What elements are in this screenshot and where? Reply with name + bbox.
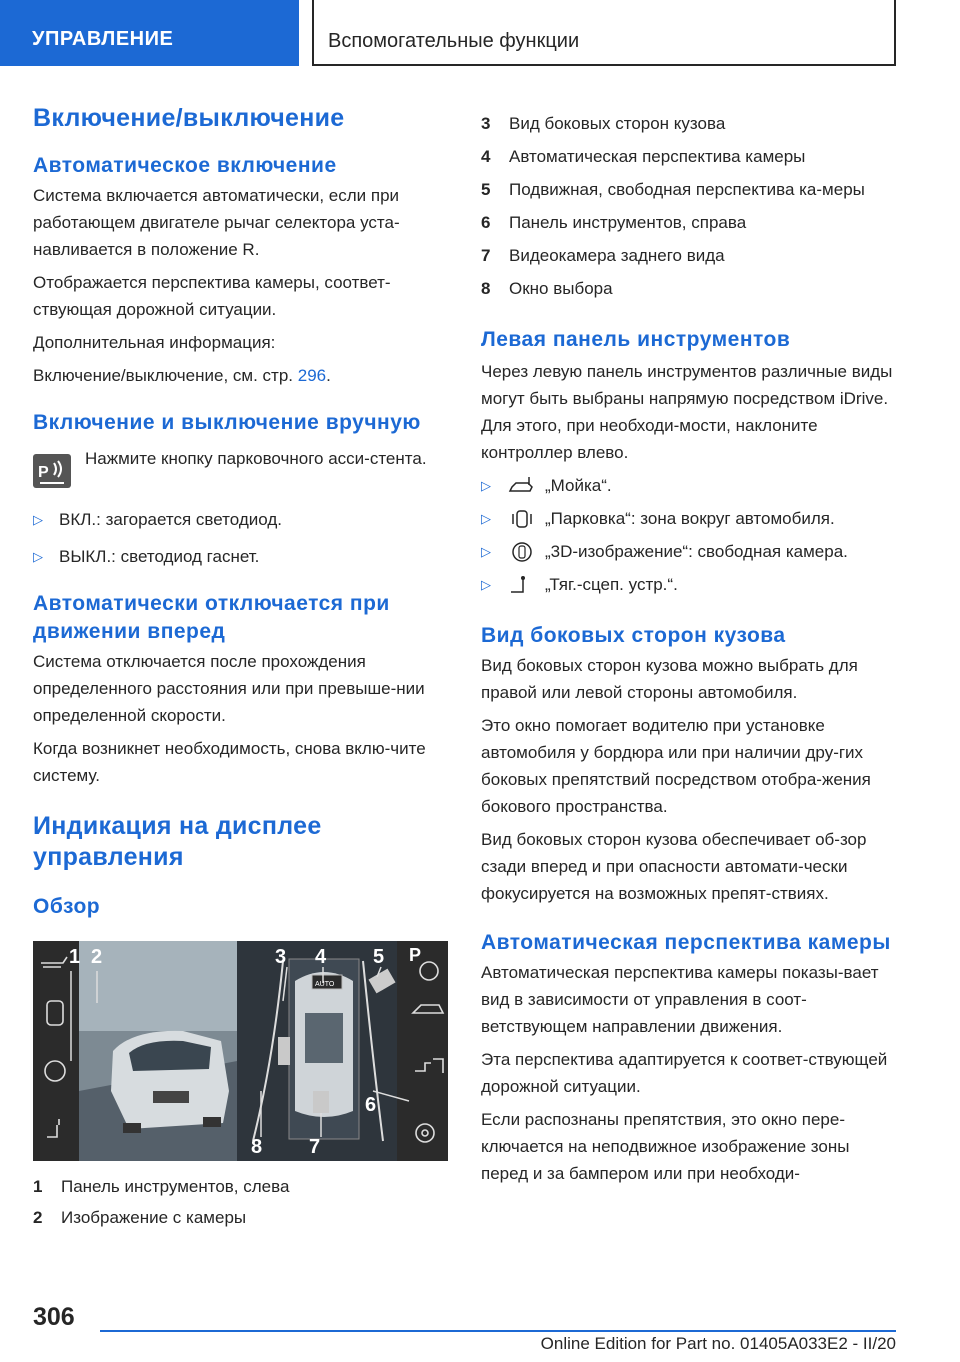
paragraph-ap-3: Если распознаны препятствия, это окно пере-ключается на неподвижное изображение зоны перед и за бампером или при необходи- [481,1110,850,1183]
reference-text: Включение/выключение, см. стр. [33,366,298,385]
toggle-bullets [33,506,449,570]
view-bullets [481,472,897,598]
reference-end: . [326,366,331,385]
paragraph-side-3: Вид боковых сторон кузова обеспечивает об-зор сзади вперед и при опасности автомати-чески фокусируется на возможных препят-ствиях. [481,830,867,903]
3d-view-icon [507,541,537,563]
legend-item [481,143,897,170]
legend-text: Панель инструментов, слева [61,1177,290,1196]
legend-item [33,1204,449,1231]
paragraph-auto-off: Система отключается после прохождения определенного расстояния или при превыше-нии определенной скорости. [33,652,425,725]
paragraph-side-2: Это окно помогает водителю при установке автомобиля у бордюра или при наличии дру-гих боковых препятствий посредством отобра-жения бокового пространства. [481,716,871,816]
legend-number: 3 [481,114,491,133]
paragraph-left-panel: Через левую панель инструментов различные виды могут быть выбраны напрямую посредством iDrive. Для этого, при необходи-мости, наклоните контроллер влево. [481,362,893,462]
bullet-triangle-icon: ▷ [33,512,43,527]
subsection-title: Вспомогательные функции [312,0,896,66]
legend-item [481,176,897,203]
heading-auto-on: Автоматическое включение [33,154,337,177]
bullet-on [33,506,449,533]
trailer-hitch-icon [507,574,537,596]
footer-edition: Online Edition for Part no. 01405A033E2 - II/20 [540,1334,896,1353]
bullet-triangle-icon: ▷ [33,549,43,564]
display-callout-4: 4 [315,946,327,968]
right-column [481,110,897,1187]
bullet-trailer [481,571,897,598]
display-callout-7: 7 [309,1136,321,1158]
page-number: 306 [33,1303,75,1331]
page-link-296[interactable]: 296 [297,366,327,385]
legend-item [481,110,897,137]
legend-text: Подвижная, свободная перспектива ка-меры [509,180,865,199]
section-tab[interactable]: УПРАВЛЕНИЕ [0,0,299,66]
footer-divider [100,1330,896,1332]
car-wash-icon [507,475,537,497]
legend-text: Окно выбора [509,279,613,298]
display-callout-1: 1 [69,946,81,968]
left-column [33,103,449,1231]
bullet-car-wash [481,472,897,499]
legend-number: 8 [481,279,491,298]
heading-auto-perspective: Автоматическая перспектива камеры [481,931,891,954]
legend-item [481,275,897,302]
bullet-off [33,543,449,570]
legend-item [481,242,897,269]
paragraph-press-button: Нажмите кнопку парковочного асси-стента. [85,449,427,468]
legend-text: Изображение с камеры [61,1208,247,1227]
paragraph-again: Когда возникнет необходимость, снова вклю-чите систему. [33,739,426,785]
paragraph-auto-on: Система включается автоматически, если при работающем двигателе рычаг селектора уста-навливается в положение R. [33,186,400,259]
legend-number: 5 [481,180,491,199]
heading-left-panel: Левая панель инструментов [481,328,791,351]
button-instruction [33,449,449,488]
legend-item [481,209,897,236]
bullet-parking-text: „Парковка“: зона вокруг автомобиля. [545,509,835,528]
bullet-3d [481,538,897,565]
parking-assistant-button-icon [33,454,71,488]
bullet-parking [481,505,897,532]
paragraph-reference [33,362,449,389]
bullet-triangle-icon: ▷ [481,544,491,559]
legend-text: Панель инструментов, справа [509,213,747,232]
paragraph-more-info: Дополнительная информация: [33,333,276,352]
bullet-car-wash-text: „Мойка“. [545,476,612,495]
paragraph-ap-2: Эта перспектива адаптируется к соответ-ствующей дорожной ситуации. [481,1050,888,1096]
heading-auto-off: Автоматически отключается при движении вперед [33,592,390,643]
legend-number: 6 [481,213,491,232]
legend-item [33,1173,449,1200]
bullet-triangle-icon: ▷ [481,577,491,592]
display-park-label: P [409,945,422,965]
legend-number: 4 [481,147,491,166]
legend-number: 1 [33,1177,43,1196]
legend-text: Автоматическая перспектива камеры [509,147,806,166]
legend-text: Видеокамера заднего вида [509,246,725,265]
bullet-trailer-text: „Тяг.-сцеп. устр.“. [545,575,678,594]
parking-view-icon [507,508,537,530]
legend-text: Вид боковых сторон кузова [509,114,726,133]
legend-list-right [481,110,897,302]
legend-list-left [33,1173,449,1231]
display-callout-6: 6 [365,1094,377,1116]
heading-side-view: Вид боковых сторон кузова [481,624,786,647]
legend-number: 7 [481,246,491,265]
heading-manual: Включение и выключение вручную [33,411,421,434]
display-callout-3: 3 [275,946,287,968]
heading-overview: Обзор [33,895,101,918]
display-auto-label: AUTO [315,981,335,988]
heading-on-off: Включение/выключение [33,104,345,132]
display-callout-8: 8 [251,1136,263,1158]
bullet-triangle-icon: ▷ [481,511,491,526]
bullet-off-text: ВЫКЛ.: светодиод гаснет. [59,547,260,566]
bullet-triangle-icon: ▷ [481,478,491,493]
legend-number: 2 [33,1208,43,1227]
paragraph-side-1: Вид боковых сторон кузова можно выбрать для правой или левой стороны автомобиля. [481,656,858,702]
paragraph-ap-1: Автоматическая перспектива камеры показы-вает вид в зависимости от управления в соот-ветствующем направлении движения. [481,963,879,1036]
control-display-illustration [33,941,448,1161]
svg-text:P: P [38,464,49,481]
bullet-on-text: ВКЛ.: загорается светодиод. [59,510,282,529]
heading-display: Индикация на дисплее управления [33,812,322,871]
bullet-3d-text: „3D-изображение“: свободная камера. [545,542,848,561]
display-callout-2: 2 [91,946,103,968]
paragraph-perspective: Отображается перспектива камеры, соответ-ствующая дорожной ситуации. [33,273,391,319]
display-callout-5: 5 [373,946,385,968]
